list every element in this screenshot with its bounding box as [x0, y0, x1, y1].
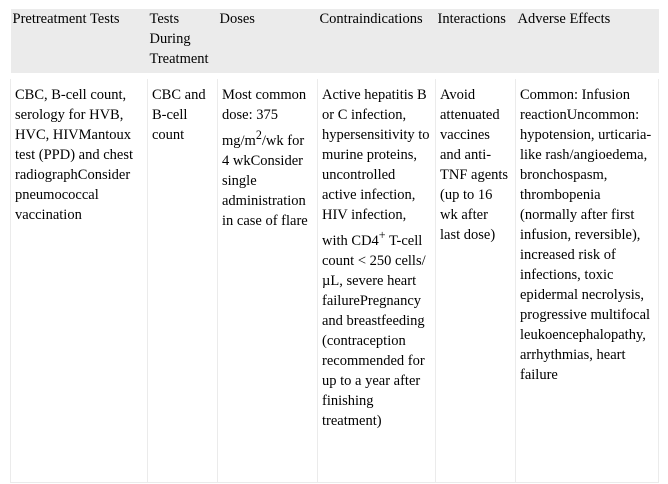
cell-tests-during-treatment	[148, 76, 218, 482]
table-row	[11, 76, 659, 482]
adverse-effects-text: Common: Infusion reactionUncommon: hypotension, urticaria-like rash/angioedema, bronchospasm, thrombopenia (normally after first infusion, reversible), increased risk of infections, toxic epidermal necrolysis, progressive multifocal leukoencephalopathy, arrhythmias, heart failure	[520, 87, 652, 383]
doses-text-end: /wk for 4 wkConsider single administration in case of flare	[222, 132, 308, 229]
cell-doses	[218, 76, 318, 482]
tests-during-treatment-text: CBC and B-cell count	[152, 87, 206, 143]
header-adverse-effects: Adverse Effects	[516, 9, 659, 76]
header-doses: Doses	[218, 9, 318, 76]
header-tests-during-treatment: Tests During Treatment	[148, 9, 218, 76]
doses-text-start: Most common dose: 375 mg/m	[222, 87, 307, 149]
cell-interactions	[436, 76, 516, 482]
contraindications-text-end: T-cell count < 250 cells/µL, severe heart failurePregnancy and breastfeeding (contraception recommended for up to a year after finishing treatment)	[322, 232, 426, 429]
header-pretreatment-tests: Pretreatment Tests	[11, 9, 148, 76]
header-interactions: Interactions	[436, 9, 516, 76]
doses-superscript: 2	[255, 128, 262, 142]
drug-info-table	[10, 9, 659, 483]
pretreatment-tests-text: CBC, B-cell count, serology for HVB, HVC, HIVMantoux test (PPD) and chest radiographConsider pneumococcal vaccination	[15, 87, 133, 223]
interactions-text: Avoid attenuated vaccines and anti-TNF agents (up to 16 wk after last dose)	[440, 87, 509, 243]
table-header-row	[11, 9, 659, 76]
header-contraindications: Contraindications	[318, 9, 436, 76]
contraindications-superscript: +	[378, 228, 386, 242]
drug-info-table-container	[10, 9, 658, 483]
contraindications-text-start: Active hepatitis B or C infection, hypersensitivity to murine proteins, uncontrolled active infection, HIV infection, with CD4	[322, 87, 430, 249]
cell-adverse-effects	[516, 76, 659, 482]
cell-pretreatment-tests	[11, 76, 148, 482]
cell-contraindications	[318, 76, 436, 482]
